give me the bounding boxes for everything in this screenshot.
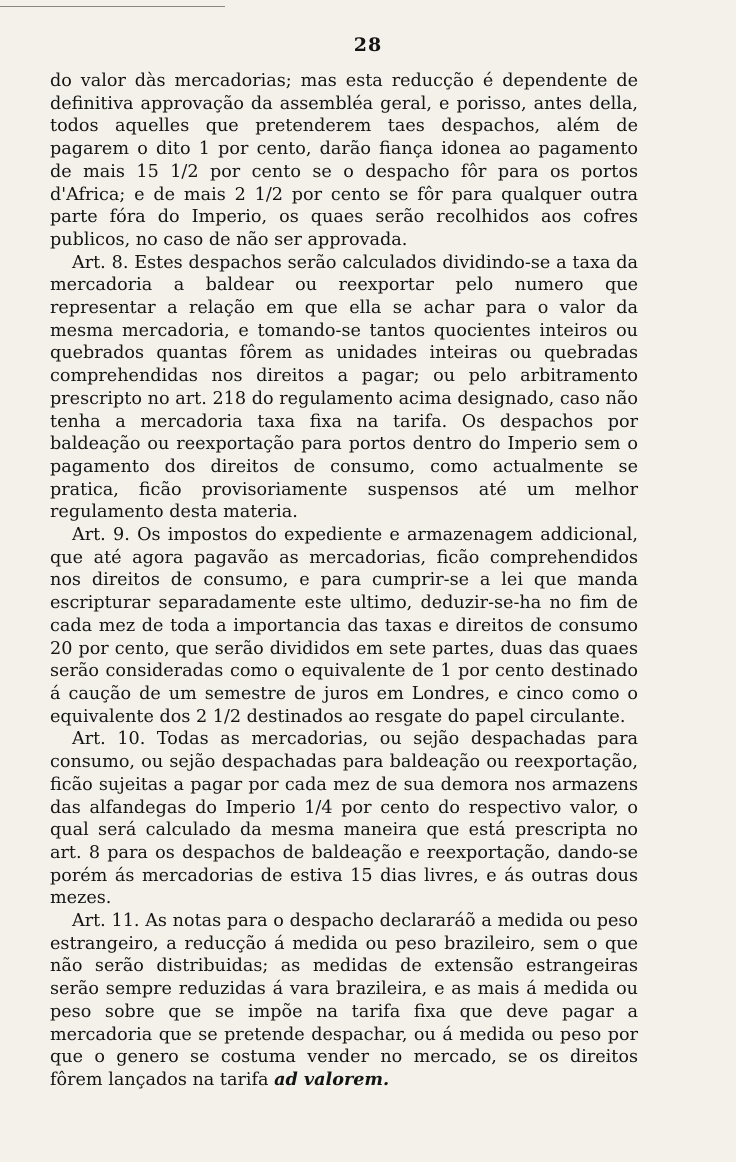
page-number: 28 (353, 34, 383, 56)
top-rule (0, 6, 225, 7)
paragraph-art-9: Art. 9. Os impostos do expediente e armazenagem addicional, que até agora pagavão as mercadorias, ficão comprehendidos nos direitos de consumo, e para cumprir-se a lei que manda escripturar separadamente este ultimo, deduzir-se-ha no fim de cada mez de toda a importancia das taxas e direitos de consumo 20 por cento, que serão divididos em sete partes, duas das quaes serão consideradas como o equivalente de 1 por cento destinado á caução de um semestre de juros em Londres, e cinco como o equivalente dos 2 1/2 destinados ao resgate do papel circulante. (50, 525, 638, 727)
paragraph-art-8: Art. 8. Estes despachos serão calculados dividindo-se a taxa da mercadoria a baldear ou reexportar pelo numero que representar a relação em que ella se achar para o valor da mesma mercadoria, e tomando-se tantos quocientes inteiros ou quebrados quantas fôrem as unidades inteiras ou quebradas comprehendidas nos direitos a pagar; ou pelo arbitramento prescripto no art. 218 do regulamento acima designado, caso não tenha a mercadoria taxa fixa na tarifa. Os despachos por baldeação ou reexportação para portos dentro do Imperio sem o pagamento dos direitos de consumo, como actualmente se pratica, ficão provisoriamente suspensos até um melhor regulamento desta materia. (50, 252, 638, 523)
paragraph-art-10: Art. 10. Todas as mercadorias, ou sejão despachadas para consumo, ou sejão despachadas para baldeação ou reexportação, ficão sujeitas a pagar por cada mez de sua demora nos armazens das alfandegas do Imperio 1/4 por cento do respectivo valor, o qual será calculado da mesma maneira que está prescripta no art. 8 para os despachos de baldeação e reexportação, dando-se porém ás mercadorias de estiva 15 dias livres, e ás outras dous mezes. (50, 729, 638, 909)
paragraph-intro: do valor dàs mercadorias; mas esta reducção é dependente de definitiva approvação da assembléa geral, e porisso, antes della, todos aquelles que pretenderem taes despachos, além de pagarem o dito 1 por cento, darão fiança idonea ao pagamento de mais 15 1/2 por cento se o despacho fôr para os portos d'Africa; e de mais 2 1/2 por cento se fôr para qualquer outra parte fóra do Imperio, os quaes serão recolhidos aos cofres publicos, no caso de não ser approvada. (50, 71, 638, 250)
art-11-text: Art. 11. As notas para o despacho declararáõ a medida ou peso estrangeiro, a reducção á medida ou peso brazileiro, sem o que não serão distribuidas; as medidas de extensão estrangeiras serão sempre reduzidas á vara brazileira, e as mais á medida ou peso sobre que se impõe na tarifa fixa que deve pagar a mercadoria que se pretende despachar, ou á medida ou peso por que o genero se costuma vender no mercado, se os direitos fôrem lançados na tarifa (50, 911, 638, 1090)
paragraph-art-11 (50, 910, 638, 1092)
art-11-italic: ad valorem. (274, 1068, 390, 1090)
page-body (50, 70, 638, 1092)
